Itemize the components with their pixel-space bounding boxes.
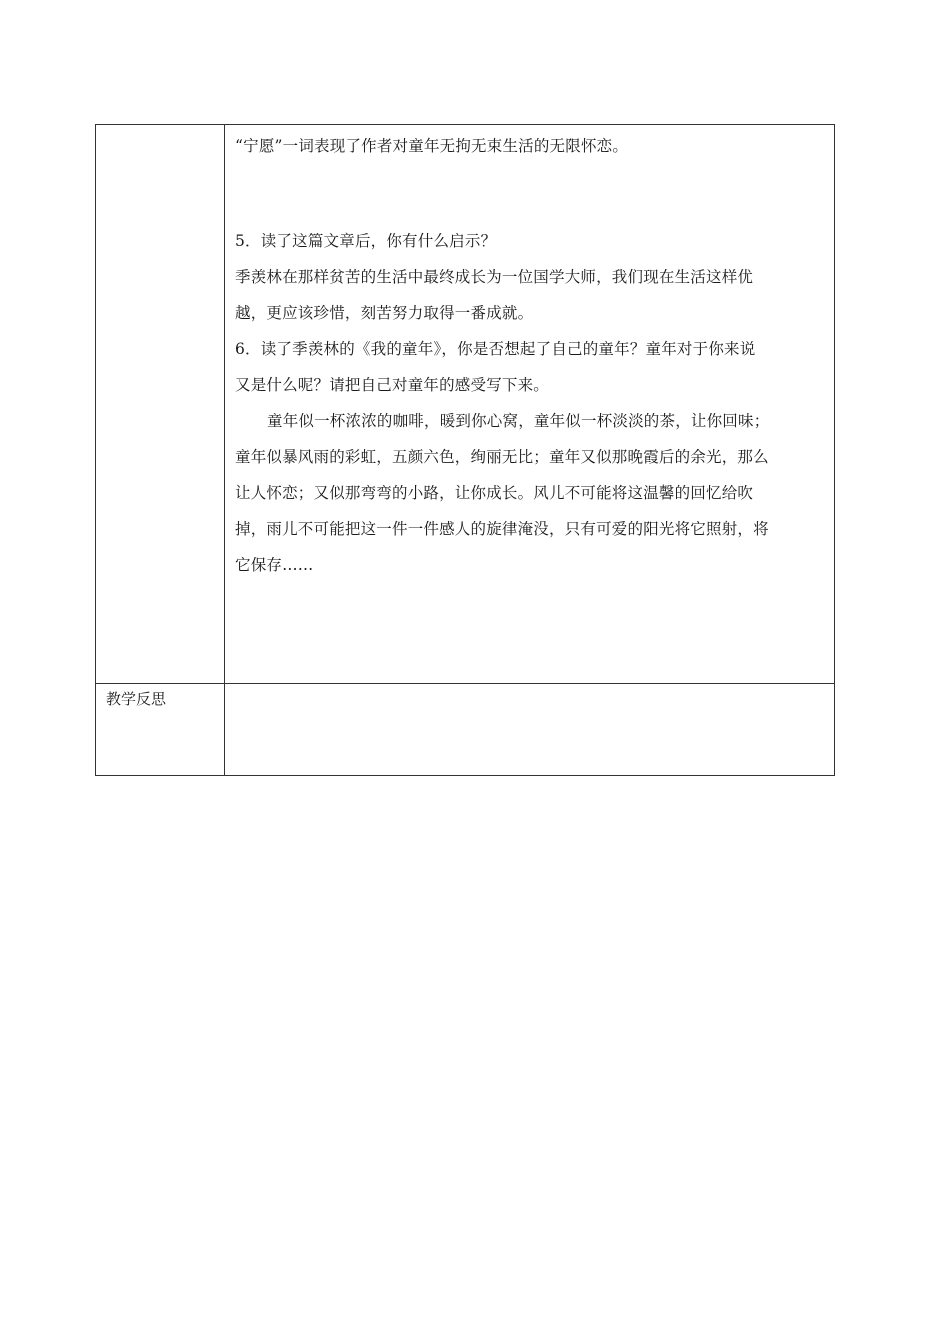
blank-space: [235, 161, 826, 223]
question-6-line: 又是什么呢？请把自己对童年的感受写下来。: [235, 376, 550, 394]
answer-6-line: 童年似暴风雨的彩虹，五颜六色，绚丽无比；童年又似那晚霞后的余光，那么: [235, 448, 769, 466]
answer-6-line: 让人怀恋；又似那弯弯的小路，让你成长。风儿不可能将这温馨的回忆给吹: [235, 484, 754, 502]
reflection-label-cell: [96, 684, 225, 776]
reflection-row: [96, 684, 835, 776]
paragraph-line: “宁愿”一词表现了作者对童年无拘无束生活的无限怀恋。: [235, 137, 629, 155]
answer-6-line: 童年似一杯浓浓的咖啡，暖到你心窝，童年似一杯淡淡的茶，让你回味；: [267, 412, 770, 430]
reflection-label: 教学反思: [106, 690, 167, 708]
content-text: [225, 125, 834, 583]
content-cell: [225, 125, 835, 684]
answer-5-line: 季羡林在那样贫苦的生活中最终成长为一位国学大师，我们现在生活这样优: [235, 268, 754, 286]
answer-6-line: 它保存……: [235, 556, 314, 574]
content-row: [96, 125, 835, 684]
left-cell-empty: [96, 125, 225, 684]
question-6-line: 6．读了季羡林的《我的童年》，你是否想起了自己的童年？童年对于你来说: [235, 340, 756, 358]
question-5: 5．读了这篇文章后，你有什么启示？: [235, 232, 497, 250]
answer-6-line: 掉，雨儿不可能把这一件一件感人的旋律淹没，只有可爱的阳光将它照射，将: [235, 520, 769, 538]
lesson-table: [95, 124, 835, 776]
answer-5-line: 越，更应该珍惜，刻苦努力取得一番成就。: [235, 304, 534, 322]
reflection-content-cell: [225, 684, 835, 776]
